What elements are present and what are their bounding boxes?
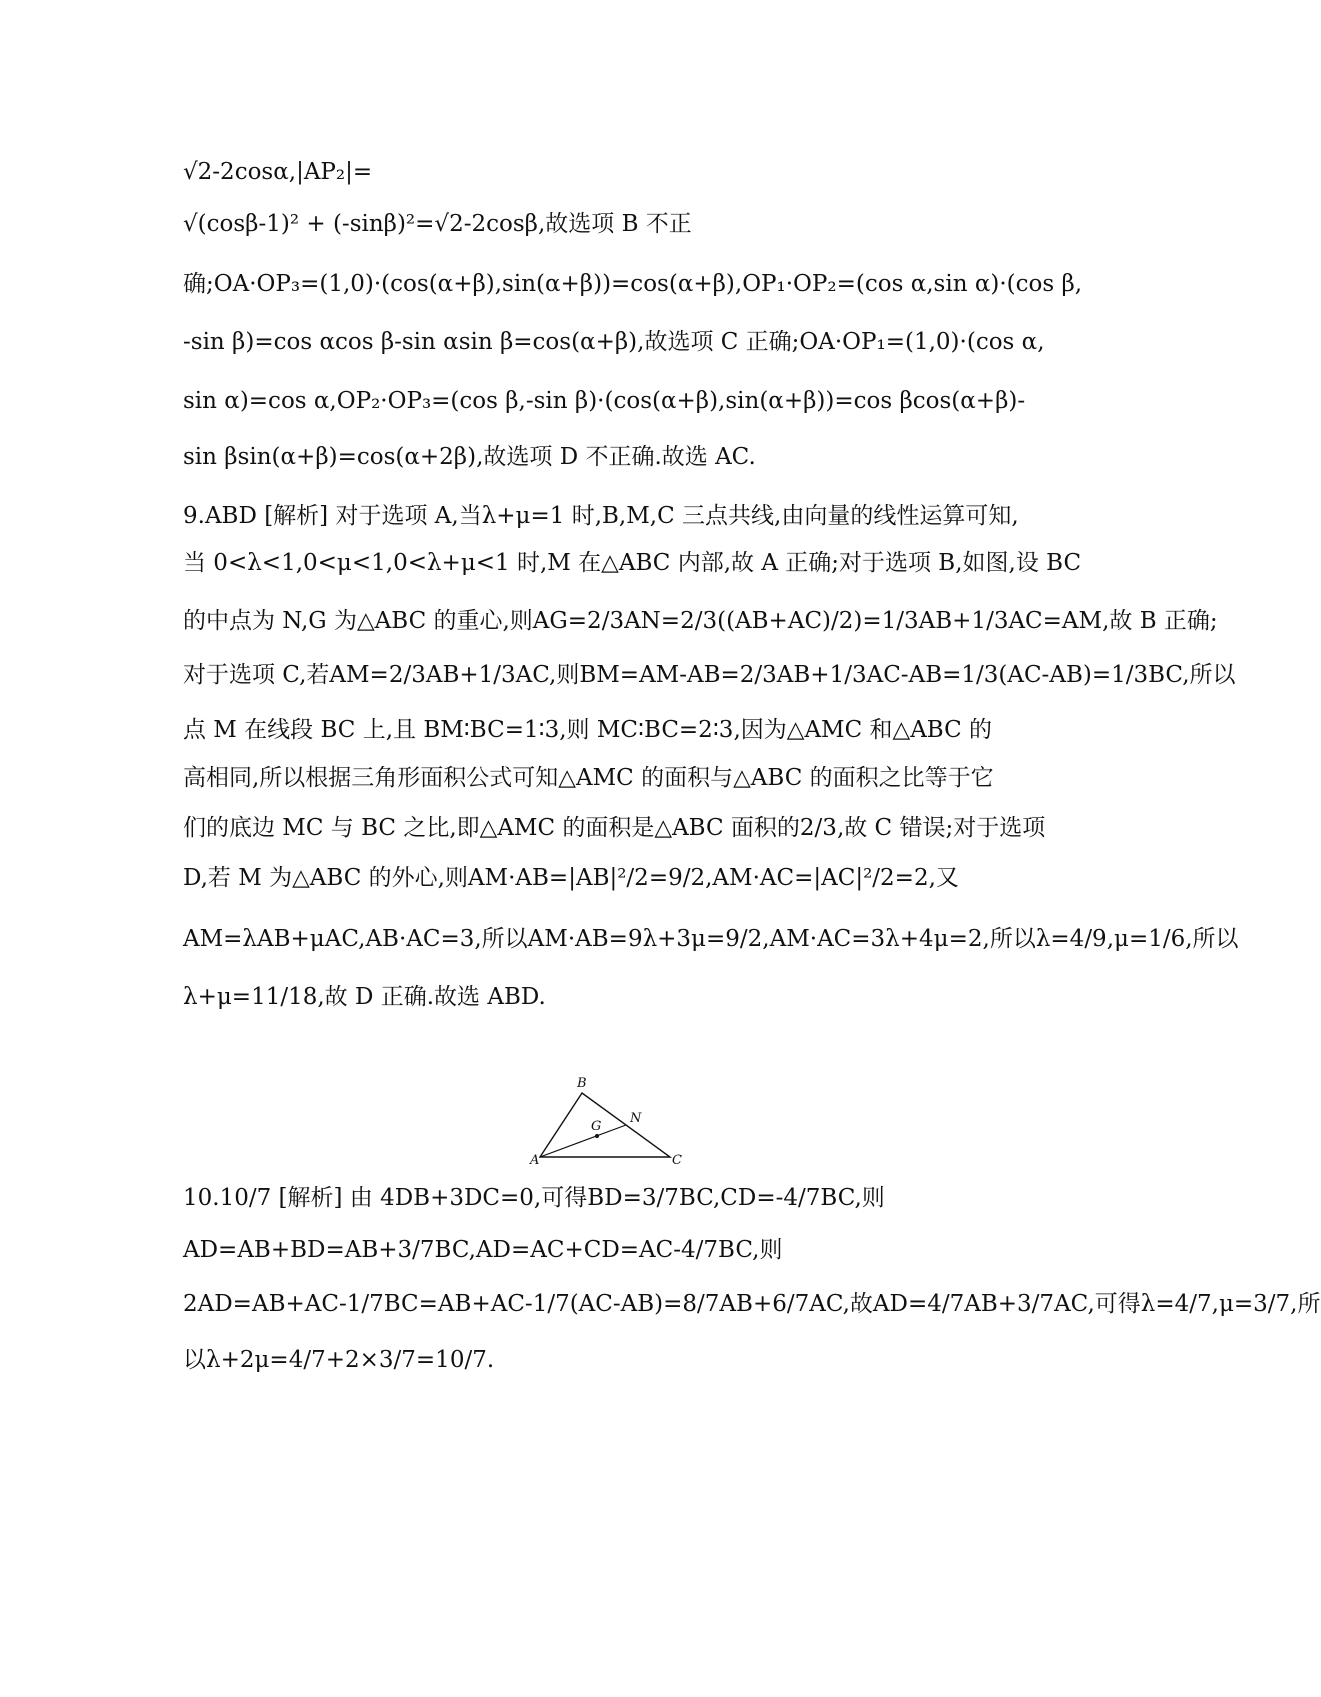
- text-line-9: 的中点为 N,G 为△ABC 的重心,则AG=2/3AN=2/3((AB+AC)/2)=1/3AB+1/3AC=AM,故 B 正确;: [183, 608, 1218, 634]
- text-line-6: sin βsin(α+β)=cos(α+2β),故选项 D 不正确.故选 AC.: [183, 444, 756, 470]
- label-a: A: [530, 1153, 540, 1168]
- text-line-4: -sin β)=cos αcos β-sin αsin β=cos(α+β),故选项 C 正确;OA·OP₁=(1,0)·(cos α,: [183, 329, 1045, 355]
- text-line-18: AD=AB+BD=AB+3/7BC,AD=AC+CD=AC-4/7BC,则: [183, 1237, 783, 1263]
- label-c: C: [672, 1153, 682, 1168]
- triangle-abc: [540, 1093, 670, 1157]
- text-line-13: 们的底边 MC 与 BC 之比,即△AMC 的面积是△ABC 面积的2/3,故 C 错误;对于选项: [183, 815, 1046, 841]
- text-line-19: 2AD=AB+AC-1/7BC=AB+AC-1/7(AC-AB)=8/7AB+6/7AC,故AD=4/7AB+3/7AC,可得λ=4/7,μ=3/7,所: [183, 1291, 1321, 1317]
- triangle-diagram: [520, 1075, 700, 1168]
- point-g: [595, 1134, 599, 1138]
- text-line-1: √2-2cosα,|AP₂|=: [183, 159, 373, 185]
- text-line-20: 以λ+2μ=4/7+2×3/7=10/7.: [183, 1347, 495, 1373]
- text-line-14: D,若 M 为△ABC 的外心,则AM·AB=|AB|²/2=9/2,AM·AC=|AC|²/2=2,又: [183, 865, 959, 891]
- label-b: B: [577, 1076, 587, 1091]
- text-line-8: 当 0<λ<1,0<μ<1,0<λ+μ<1 时,M 在△ABC 内部,故 A 正确;对于选项 B,如图,设 BC: [183, 550, 1082, 576]
- text-line-11: 点 M 在线段 BC 上,且 BM∶BC=1∶3,则 MC∶BC=2∶3,因为△AMC 和△ABC 的: [183, 717, 993, 743]
- triangle-figure: [520, 1075, 700, 1168]
- text-line-2: √(cosβ-1)² + (-sinβ)²=√2-2cosβ,故选项 B 不正: [183, 211, 692, 237]
- label-g: G: [591, 1119, 602, 1134]
- text-line-5: sin α)=cos α,OP₂·OP₃=(cos β,-sin β)·(cos(α+β),sin(α+β))=cos βcos(α+β)-: [183, 388, 1026, 414]
- text-line-17: 10.10/7 [解析] 由 4DB+3DC=0,可得BD=3/7BC,CD=-4/7BC,则: [183, 1185, 885, 1211]
- text-line-15: AM=λAB+μAC,AB·AC=3,所以AM·AB=9λ+3μ=9/2,AM·AC=3λ+4μ=2,所以λ=4/9,μ=1/6,所以: [183, 926, 1239, 952]
- text-line-3: 确;OA·OP₃=(1,0)·(cos(α+β),sin(α+β))=cos(α+β),OP₁·OP₂=(cos α,sin α)·(cos β,: [183, 271, 1083, 297]
- text-line-16: λ+μ=11/18,故 D 正确.故选 ABD.: [183, 984, 546, 1010]
- label-n: N: [630, 1111, 642, 1126]
- text-line-7: 9.ABD [解析] 对于选项 A,当λ+μ=1 时,B,M,C 三点共线,由向量的线性运算可知,: [183, 503, 1019, 529]
- median-an: [540, 1125, 626, 1157]
- text-line-10: 对于选项 C,若AM=2/3AB+1/3AC,则BM=AM-AB=2/3AB+1/3AC-AB=1/3(AC-AB)=1/3BC,所以: [183, 662, 1236, 688]
- text-line-12: 高相同,所以根据三角形面积公式可知△AMC 的面积与△ABC 的面积之比等于它: [183, 765, 994, 791]
